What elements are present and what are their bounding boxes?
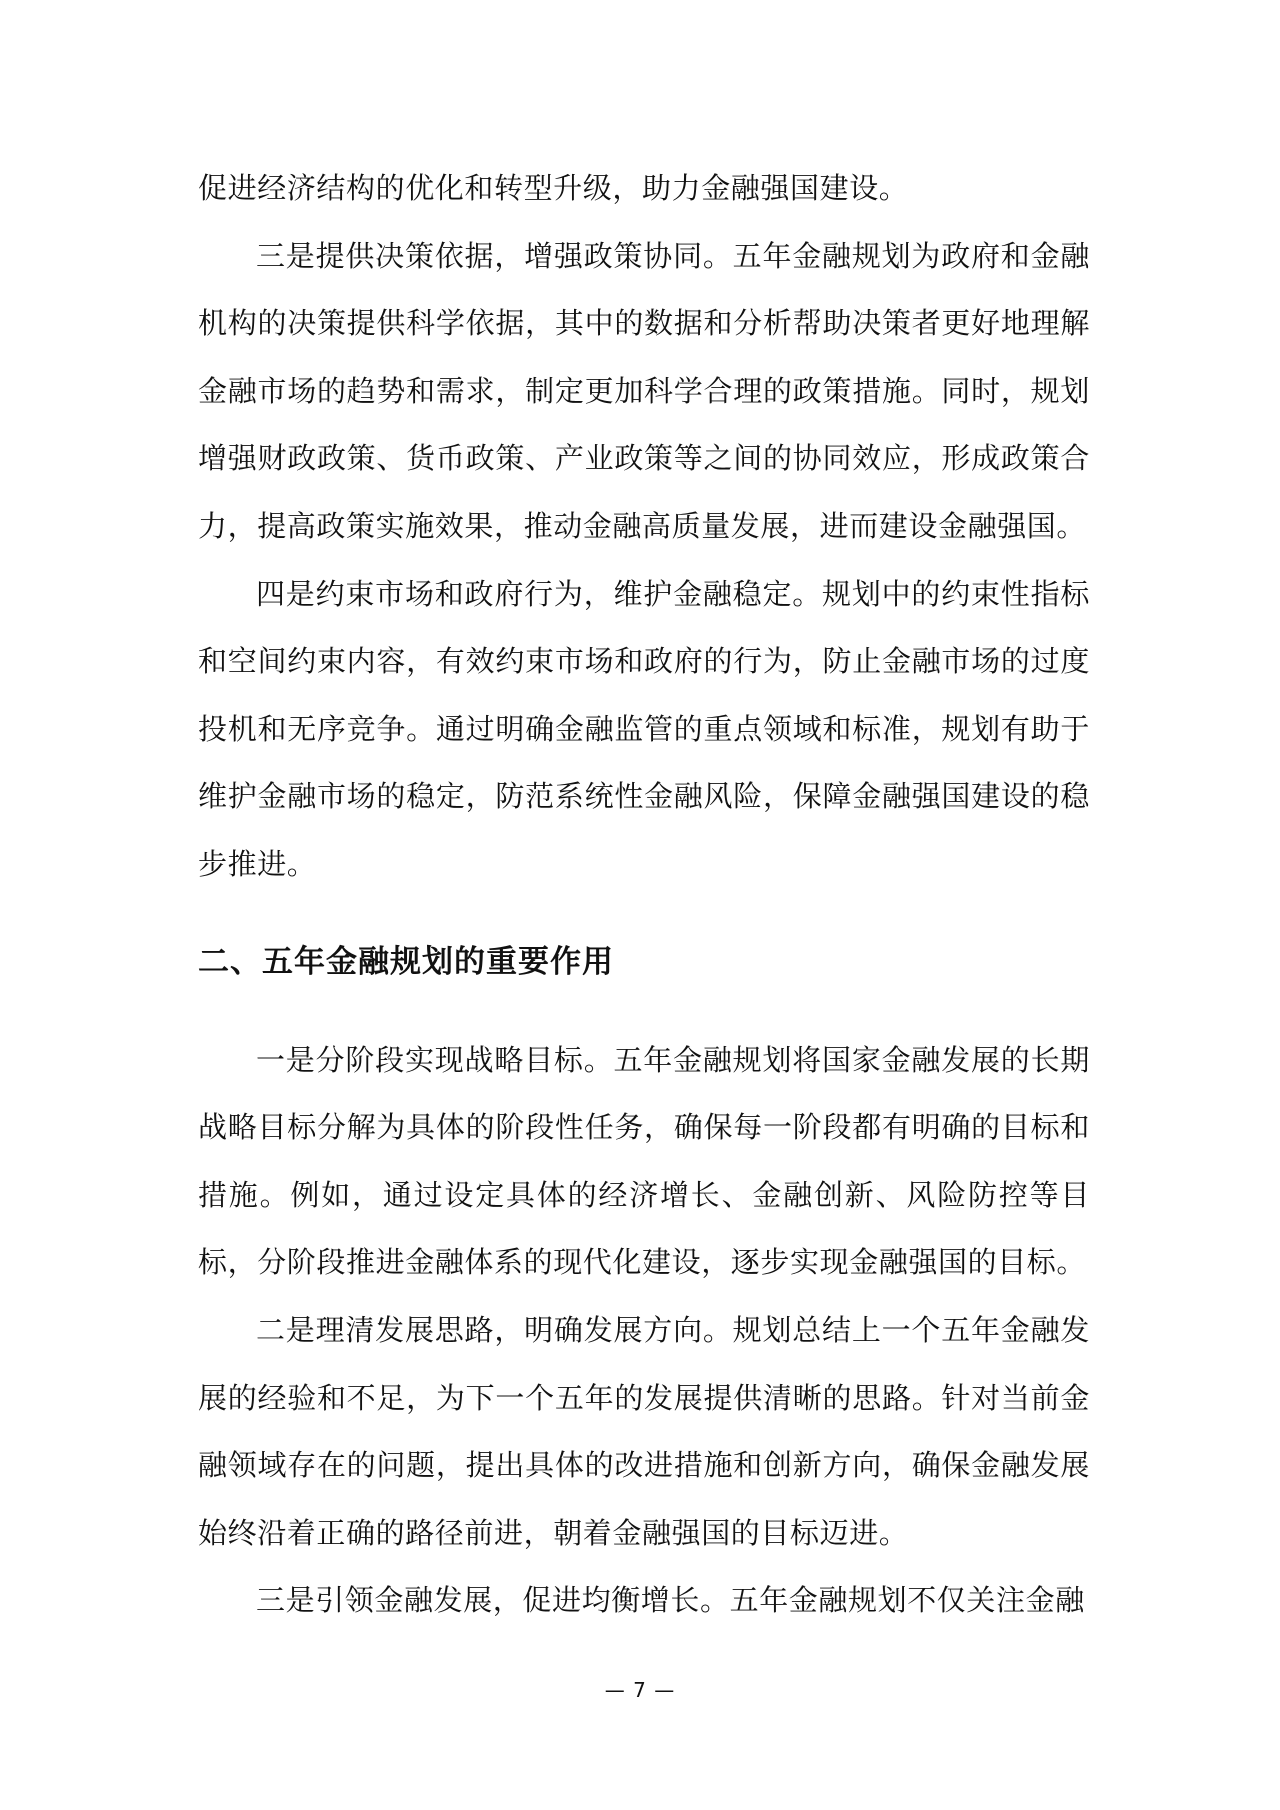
page-number: — 7 — — [604, 1678, 676, 1702]
paragraph-continuation: 促进经济结构的优化和转型升级，助力金融强国建设。 — [198, 171, 909, 205]
paragraph-decision-basis: 三是提供决策依据，增强政策协同。五年金融规划为政府和金融机构的决策提供科学依据，其中的数据和分析帮助决策者更好地理解金融市场的趋势和需求，制定更加科学合理的政策措施。同时，规划增强财政政策、货币政策、产业政策等之间的协同效应，形成政策合力，提高政策实施效果，推动金融高质量发展，进而建设金融强国。 — [198, 238, 1090, 543]
paragraph-balanced-growth: 三是引领金融发展，促进均衡增长。五年金融规划不仅关注金融 — [256, 1583, 1085, 1618]
paragraph-development-direction: 二是理清发展思路，明确发展方向。规划总结上一个五年金融发展的经验和不足，为下一个五年的发展提供清晰的思路。针对当前金融领域存在的问题，提出具体的改进措施和创新方向，确保金融发展始终沿着正确的路径前进，朝着金融强国的目标迈进。 — [198, 1312, 1090, 1550]
section-heading: 二、五年金融规划的重要作用 — [198, 943, 614, 980]
paragraph-strategic-goals: 一是分阶段实现战略目标。五年金融规划将国家金融发展的长期战略目标分解为具体的阶段性任务，确保每一阶段都有明确的目标和措施。例如，通过设定具体的经济增长、金融创新、风险防控等目标，分阶段推进金融体系的现代化建设，逐步实现金融强国的目标。 — [198, 1042, 1090, 1280]
paragraph-constraint: 四是约束市场和政府行为，维护金融稳定。规划中的约束性指标和空间约束内容，有效约束市场和政府的行为，防止金融市场的过度投机和无序竞争。通过明确金融监管的重点领域和标准，规划有助于维护金融市场的稳定，防范系统性金融风险，保障金融强国建设的稳步推进。 — [198, 576, 1090, 881]
document-page — [198, 155, 1090, 1635]
